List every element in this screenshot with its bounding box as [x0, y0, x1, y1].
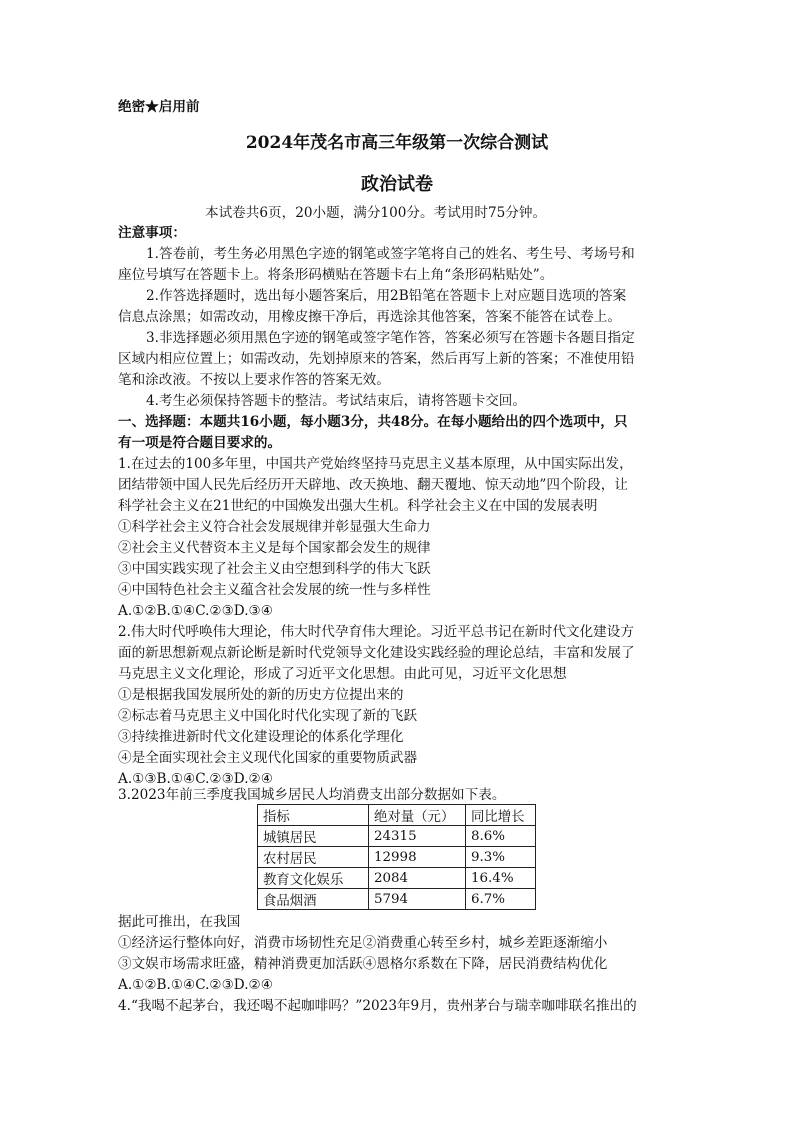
q3-choices: A.①②B.①④C.②③D.②④: [118, 977, 273, 993]
note-line: 1.答卷前，考生务必用黑色字迹的钢笔或签字笔将自己的姓名、考生号、考场号和: [146, 246, 635, 262]
note-line: 2.作答选择题时，选出每小题答案后，用2B铅笔在答题卡上对应题目选项的答案: [146, 288, 627, 304]
section-heading-cont: 有一项是符合题目要求的。: [118, 435, 282, 451]
note-line: 笔和涂改液。不按以上要求作答的答案无效。: [118, 372, 390, 388]
table-cell: 5794: [369, 889, 466, 910]
table-cell: 6.7%: [466, 889, 536, 910]
table-header: 同比增长: [466, 805, 536, 826]
q3-stem: 3.2023年前三季度我国城乡居民人均消费支出部分数据如下表。: [118, 787, 506, 803]
table-cell: 农村居民: [258, 847, 369, 868]
exam-title: 2024年茂名市高三年级第一次综合测试: [245, 133, 549, 153]
exam-info: 本试卷共6页，20小题，满分100分。考试用时75分钟。: [205, 205, 547, 221]
q4-stem: 4.“我喝不起茅台，我还喝不起咖啡吗？”2023年9月，贵州茅台与瑞幸咖啡联名推出的: [118, 998, 637, 1014]
table-cell: 城镇居民: [258, 826, 369, 847]
note-line: 区域内相应位置上；如需改动，先划掉原来的答案，然后再写上新的答案；不准使用铅: [118, 351, 635, 367]
table-cell: 8.6%: [466, 826, 536, 847]
q3-option: ①经济运行整体向好，消费市场韧性充足②消费重心转至乡村，城乡差距逐渐缩小: [118, 935, 608, 951]
table-header-row: [258, 805, 536, 826]
table-cell: 12998: [369, 847, 466, 868]
table-cell: 教育文化娱乐: [258, 868, 369, 889]
q2-option: ①是根据我国发展所处的新的历史方位提出来的: [118, 687, 404, 703]
subject-title: 政治试卷: [361, 174, 433, 195]
table-row: [258, 889, 536, 910]
q1-stem: 1.在过去的100多年里，中国共产党始终坚持马克思主义基本原理，从中国实际出发，: [118, 456, 633, 472]
q2-stem: 马克思主义文化理论，形成了习近平文化思想。由此可见，习近平文化思想: [118, 666, 567, 682]
table-header: 绝对量（元）: [369, 805, 466, 826]
q1-option: ③中国实践实现了社会主义由空想到科学的伟大飞跃: [118, 561, 431, 577]
q3-option: ③文娱市场需求旺盛，精神消费更加活跃④恩格尔系数在下降，居民消费结构优化: [118, 956, 608, 972]
table-cell: 9.3%: [466, 847, 536, 868]
table-cell: 24315: [369, 826, 466, 847]
table-cell: 2084: [369, 868, 466, 889]
q3-lead: 据此可推出，在我国: [118, 914, 241, 930]
table-row: [258, 826, 536, 847]
q1-stem: 团结带领中国人民先后经历开天辟地、改天换地、翻天覆地、惊天动地”四个阶段，让: [118, 477, 628, 493]
q2-option: ③持续推进新时代文化建设理论的体系化学理化: [118, 729, 404, 745]
note-line: 信息点涂黑；如需改动，用橡皮擦干净后，再选涂其他答案，答案不能答在试卷上。: [118, 309, 621, 325]
table-header: 指标: [258, 805, 369, 826]
table-row: [258, 868, 536, 889]
consumption-table: [257, 804, 536, 910]
table-row: [258, 847, 536, 868]
secret-label: 绝密★启用前: [118, 99, 200, 115]
q2-choices: A.①③B.①④C.②③D.②④: [118, 771, 273, 787]
notes-heading: 注意事项：: [118, 225, 186, 241]
q1-option: ②社会主义代替资本主义是每个国家都会发生的规律: [118, 540, 431, 556]
q2-stem: 2.伟大时代呼唤伟大理论，伟大时代孕育伟大理论。习近平总书记在新时代文化建设方: [118, 624, 634, 640]
q1-choices: A.①②B.①④C.②③D.③④: [118, 603, 273, 619]
section-heading: 一、选择题：本题共16小题，每小题3分，共48分。在每小题给出的四个选项中，只: [118, 414, 628, 430]
q2-option: ②标志着马克思主义中国化时代化实现了新的飞跃: [118, 708, 418, 724]
note-line: 座位号填写在答题卡上。将条形码横贴在答题卡右上角“条形码粘贴处”。: [118, 267, 554, 283]
table-cell: 16.4%: [466, 868, 536, 889]
table-cell: 食品烟酒: [258, 889, 369, 910]
q2-stem: 面的新思想新观点新论断是新时代党领导文化建设实践经验的理论总结，丰富和发展了: [118, 645, 635, 661]
q1-option: ①科学社会主义符合社会发展规律并彰显强大生命力: [118, 519, 431, 535]
q1-option: ④中国特色社会主义蕴含社会发展的统一性与多样性: [118, 582, 431, 598]
q2-option: ④是全面实现社会主义现代化国家的重要物质武器: [118, 750, 418, 766]
note-line: 3.非选择题必须用黑色字迹的钢笔或签字笔作答，答案必须写在答题卡各题目指定: [146, 330, 635, 346]
q1-stem: 科学社会主义在21世纪的中国焕发出强大生机。科学社会主义在中国的发展表明: [118, 498, 598, 514]
note-line: 4.考生必须保持答题卡的整洁。考试结束后，请将答题卡交回。: [146, 393, 526, 409]
